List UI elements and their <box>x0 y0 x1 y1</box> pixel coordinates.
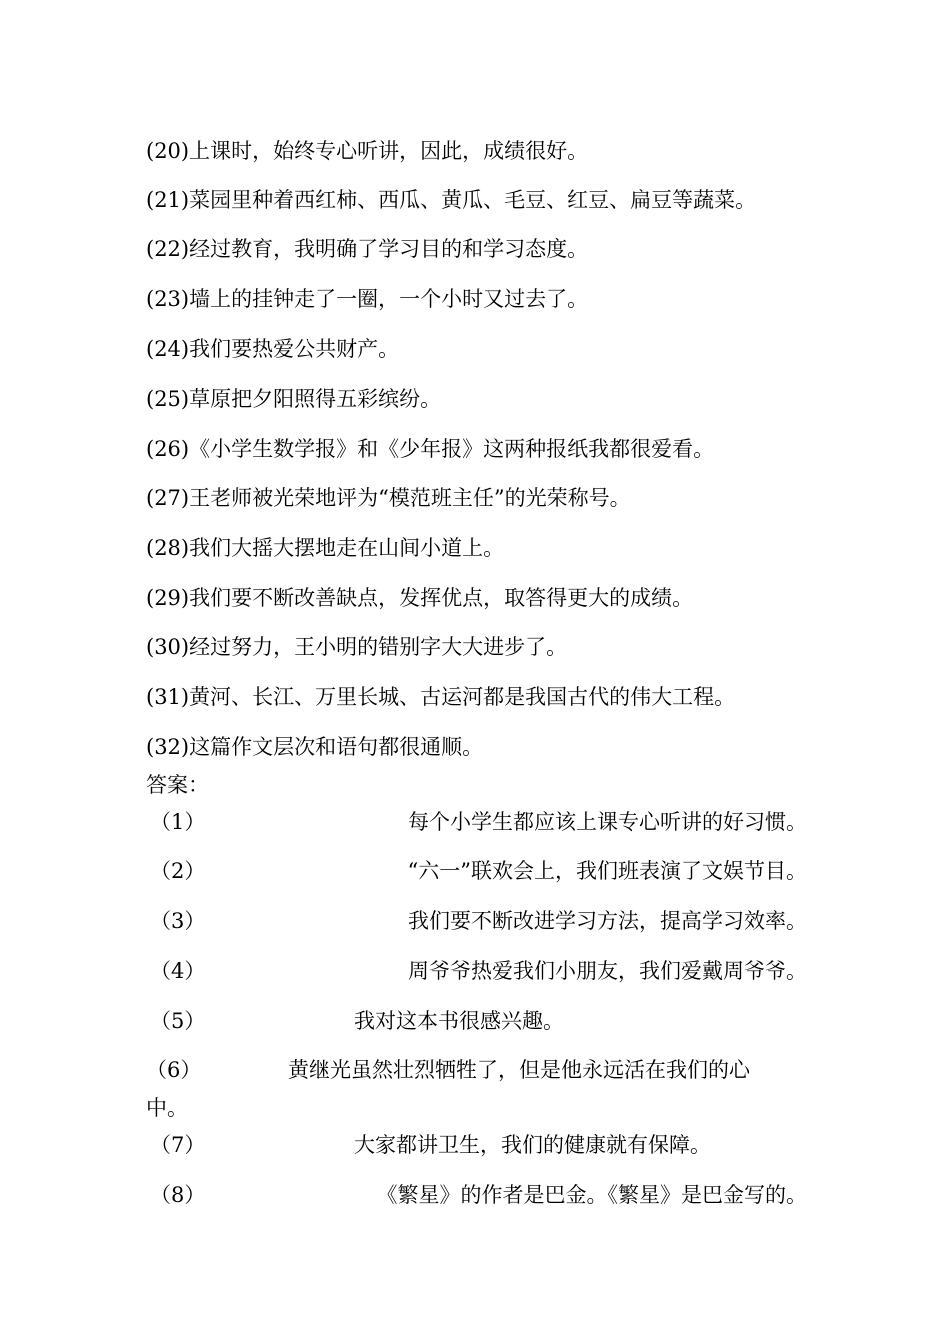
answer-1-number: （1） <box>150 810 206 834</box>
question-21: (21)菜园里种着西红柿、西瓜、黄瓜、毛豆、红豆、扁豆等蔬菜。 <box>146 188 757 212</box>
question-20: (20)上课时，始终专心听讲，因此，成绩很好。 <box>146 139 589 163</box>
question-26: (26)《小学生数学报》和《少年报》这两种报纸我都很爱看。 <box>146 437 715 461</box>
question-32: (32)这篇作文层次和语句都很通顺。 <box>146 735 484 759</box>
answer-4-text: 周爷爷热爱我们小朋友，我们爱戴周爷爷。 <box>408 959 807 983</box>
question-29: (29)我们要不断改善缺点，发挥优点，取答得更大的成绩。 <box>146 586 694 610</box>
answer-5-text: 我对这本书很感兴趣。 <box>354 1009 564 1033</box>
answer-4-number: （4） <box>150 959 206 983</box>
answer-3-number: （3） <box>150 909 206 933</box>
answer-3-text: 我们要不断改进学习方法，提高学习效率。 <box>408 909 807 933</box>
answer-6-text: 黄继光虽然壮烈牺牲了，但是他永远活在我们的心 <box>288 1058 750 1082</box>
answers-label: 答案： <box>146 773 209 797</box>
question-24: (24)我们要热爱公共财产。 <box>146 337 400 361</box>
question-22: (22)经过教育，我明确了学习目的和学习态度。 <box>146 237 589 261</box>
answer-7-number: （7） <box>150 1133 206 1157</box>
answer-6-continuation: 中。 <box>146 1096 188 1120</box>
question-31: (31)黄河、长江、万里长城、古运河都是我国古代的伟大工程。 <box>146 685 736 709</box>
question-27: (27)王老师被光荣地评为“模范班主任”的光荣称号。 <box>146 486 631 510</box>
question-25: (25)草原把夕阳照得五彩缤纷。 <box>146 387 442 411</box>
question-23: (23)墙上的挂钟走了一圈，一个小时又过去了。 <box>146 287 589 311</box>
answer-5-number: （5） <box>150 1009 206 1033</box>
answer-8-text: 《繁星》的作者是巴金。《繁星》是巴金写的。 <box>376 1183 807 1207</box>
answer-6-number: （6） <box>146 1058 202 1082</box>
answer-1-text: 每个小学生都应该上课专心听讲的好习惯。 <box>408 810 807 834</box>
answer-7-text: 大家都讲卫生，我们的健康就有保障。 <box>354 1133 711 1157</box>
question-28: (28)我们大摇大摆地走在山间小道上。 <box>146 536 505 560</box>
answer-8-number: （8） <box>150 1183 206 1207</box>
answer-2-number: （2） <box>150 859 206 883</box>
answer-2-text: “六一”联欢会上，我们班表演了文娱节目。 <box>407 859 807 883</box>
question-30: (30)经过努力，王小明的错别字大大进步了。 <box>146 635 568 659</box>
